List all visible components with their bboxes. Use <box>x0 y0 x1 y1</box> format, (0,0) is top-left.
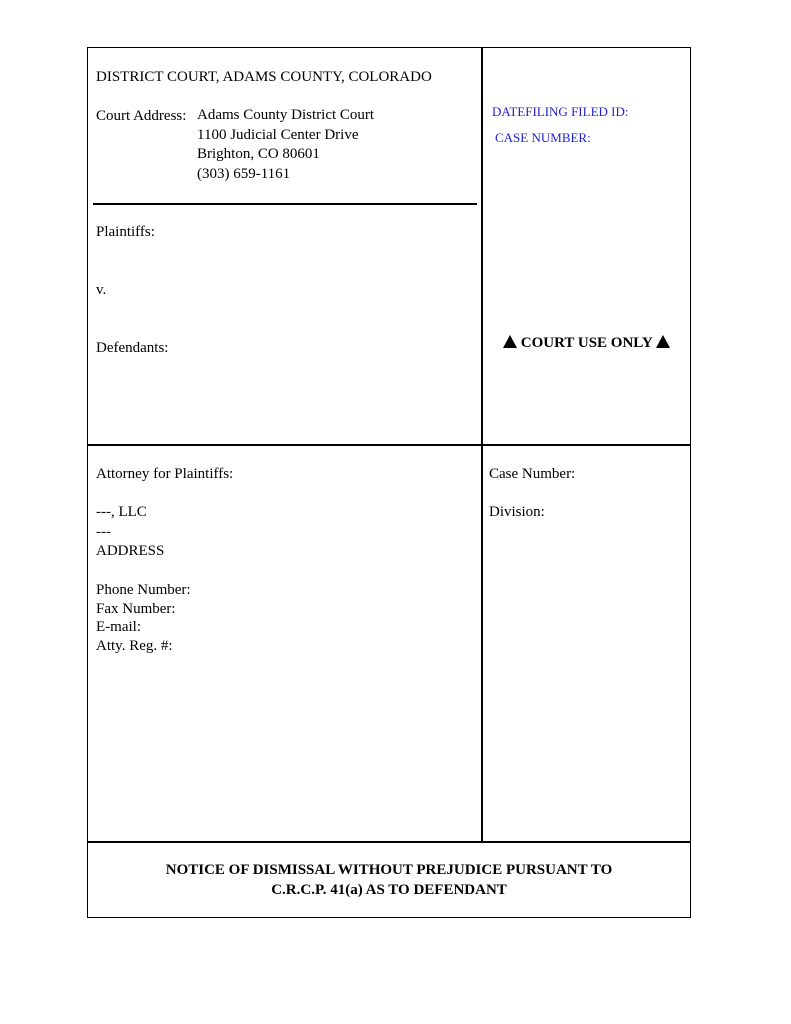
attorney-email-label: E-mail: <box>96 619 141 635</box>
plaintiffs-label: Plaintiffs: <box>96 224 155 240</box>
document-title-line-1: NOTICE OF DISMISSAL WITHOUT PREJUDICE PURSUANT TO <box>165 862 613 878</box>
attorney-firm-block <box>96 503 164 562</box>
triangle-up-icon <box>656 335 670 348</box>
attorney-firm: ---, LLC <box>96 504 147 520</box>
court-address-line: (303) 659-1161 <box>197 165 291 182</box>
court-info-divider <box>93 203 477 205</box>
court-address-line: Brighton, CO 80601 <box>197 146 320 162</box>
attorney-phone-label: Phone Number: <box>96 582 191 598</box>
attorney-fax-label: Fax Number: <box>96 600 176 617</box>
filed-id-label: DATEFILING FILED ID: <box>492 104 629 119</box>
court-address-line: 1100 Judicial Center Drive <box>197 126 359 143</box>
attorney-name: --- <box>96 523 111 540</box>
caption-section-divider <box>87 444 691 446</box>
case-number-filing-label: CASE NUMBER: <box>495 130 591 145</box>
court-use-only <box>503 334 670 353</box>
attorney-heading: Attorney for Plaintiffs: <box>96 466 234 482</box>
court-use-only-label: COURT USE ONLY <box>520 335 653 351</box>
title-section-divider <box>87 841 691 843</box>
document-title-line-2: C.R.C.P. 41(a) AS TO DEFENDANT <box>271 882 507 898</box>
attorney-contact-block <box>96 581 191 655</box>
court-address-label: Court Address: <box>96 108 187 124</box>
division-label: Division: <box>489 504 545 520</box>
court-address <box>197 106 374 184</box>
attorney-reg-label: Atty. Reg. #: <box>96 637 173 654</box>
case-number-label: Case Number: <box>489 466 576 482</box>
attorney-address: ADDRESS <box>96 543 165 559</box>
court-address-line: Adams County District Court <box>197 107 375 123</box>
versus-label: v. <box>96 282 107 298</box>
triangle-up-icon <box>503 335 517 348</box>
defendants-label: Defendants: <box>96 340 169 356</box>
court-name: DISTRICT COURT, ADAMS COUNTY, COLORADO <box>96 69 432 85</box>
